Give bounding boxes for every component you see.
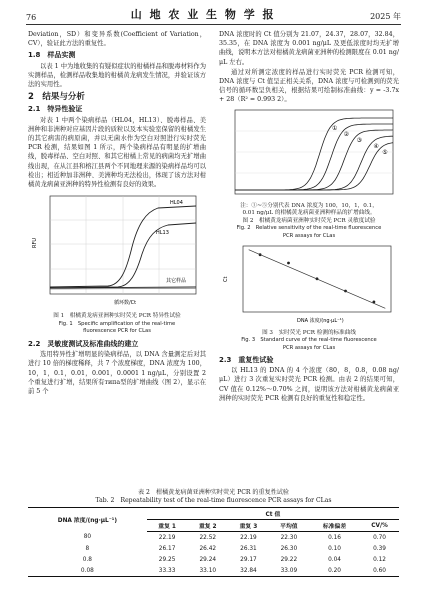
fig1-label-hl04: HL04 <box>170 200 183 207</box>
fig2-label-5: ⑤ <box>382 148 388 156</box>
cell: 0.39 <box>373 545 386 552</box>
fig2-caption-en-2: PCR assays for CLas <box>282 232 336 239</box>
fig1-curve-other <box>50 287 196 288</box>
cell: 33.09 <box>269 565 309 577</box>
col-header-cv: CV/% <box>360 520 399 532</box>
cell: 26.31 <box>240 545 257 552</box>
fig2-note-1: 注：①~⑤分别代表 DNA 浓度为 100，10，1，0.1， <box>240 202 378 209</box>
cell: 29.17 <box>240 556 257 563</box>
fig3-caption-en-2: PCR assays for CLas <box>282 344 336 351</box>
cell: 26.30 <box>280 545 298 552</box>
cell: 22.52 <box>199 534 217 541</box>
cell: 22.30 <box>280 534 298 541</box>
cell: 80 <box>83 534 92 541</box>
cell: 0.16 <box>328 534 341 541</box>
fig2-labels <box>332 125 388 156</box>
figure-2-chart <box>219 108 399 200</box>
fig3-xlabel: DNA 浓度/(ng·μL⁻¹) <box>297 318 344 325</box>
figure-1-caption <box>28 313 206 336</box>
fig1-curve-other-2 <box>50 289 196 290</box>
fig2-label-4: ④ <box>373 142 379 150</box>
continued-paragraph: Deviation，SD）和变异系数(Coefficient of Variation，CV），验证此方法的重复性。 <box>28 31 206 48</box>
cell: 33.33 <box>147 565 188 577</box>
cell: 26.42 <box>199 545 217 552</box>
fig3-points <box>259 254 376 304</box>
fig2-curve-3 <box>235 130 393 190</box>
fig3-ylabel: Ct <box>223 276 229 283</box>
section-heading-2-2: 2.2 灵敏度测试及标准曲线的建立 <box>28 339 139 348</box>
col-header-rep1: 重复 1 <box>147 520 188 532</box>
fig2-label-3: ③ <box>356 136 362 144</box>
header-year: 2025 年 <box>370 12 401 21</box>
col-header-rep3: 重复 3 <box>228 520 269 532</box>
col-header-mean: 平均值 <box>269 520 309 532</box>
cell: 0.60 <box>360 565 399 577</box>
cell: 29.24 <box>199 556 217 563</box>
cell: 0.12 <box>373 556 386 563</box>
col-header-ct: Ct 值 <box>147 508 399 520</box>
cell: 33.10 <box>187 565 228 577</box>
figure-3 <box>219 244 399 352</box>
fig3-caption-en-1: Fig. 3 Standard curve of the real-time fluorescence <box>241 337 377 344</box>
table-row <box>28 565 399 577</box>
fig2-curve-5 <box>235 142 393 189</box>
figure-2 <box>219 108 399 241</box>
cell: 0.20 <box>309 565 360 577</box>
table-2-caption-cn: 表 2 柑橘黄龙病菌亚洲种实时荧光 PCR 的重复性试验 <box>137 489 289 496</box>
cell: 0.8 <box>82 556 92 563</box>
fig1-caption-en-1: Fig. 1 Specific amplification of the real-time <box>58 320 176 327</box>
fig2-curve-1 <box>235 118 393 190</box>
fig2-label-1: ① <box>332 124 338 132</box>
cell: 8 <box>85 545 90 552</box>
fig2-curve-2 <box>235 124 393 190</box>
cell: 26.17 <box>158 545 176 552</box>
fig2-curves <box>235 118 393 190</box>
repeatability-table <box>28 507 399 577</box>
table-row <box>28 532 399 544</box>
figure-2-caption <box>219 203 399 241</box>
section-heading-2-1: 2.1 特异性验证 <box>28 105 83 114</box>
journal-title: 山 地 农 业 生 物 学 报 <box>130 8 276 21</box>
fig2-caption-cn: 图 2 柑橘黄龙病菌亚洲种实时荧光 PCR 灵敏度试验 <box>242 217 376 224</box>
table-row <box>28 543 399 554</box>
fig2-note-2: 0.01 ng/μL 的柑橘黄龙病菌亚洲种样品的扩增曲线。 <box>242 210 376 217</box>
figure-1-chart <box>28 192 206 310</box>
fig2-label-2: ② <box>343 130 349 138</box>
page-header <box>26 6 401 25</box>
cell: 0.08 <box>28 565 147 577</box>
paragraph-2-2: 选用特异性扩增明显的染病样品，以 DNA 含量测定后对其进行 10 倍的梯度稀释，共 7 个浓度梯度，DNA 浓度为 100，10，1，0.1，0.01，0.001，0.0001 1 ng/μL，分别设置 2 个重复进行扩增，结果所有типа型的扩增曲线（图 2），显示在前 5 个 <box>28 351 206 395</box>
figure-3-chart <box>219 244 399 326</box>
paragraph-1-8: 以表 1 中为地收集的有疑似症状的柑橘样品和脱毒材料作为实测样品，检测样品收集地的柑橘黄龙病发生情况，并验证该方法的实用性。 <box>28 62 206 89</box>
fig1-xlabel: 循环数/Ct <box>114 300 137 307</box>
right-column <box>219 30 399 404</box>
cell: 0.10 <box>328 545 341 552</box>
cell: 0.70 <box>373 534 386 541</box>
fig1-caption-en-2: fluorescence PCR for CLas <box>83 328 151 335</box>
cell: 29.25 <box>158 556 176 563</box>
col-header-sd: 标准偏差 <box>309 520 360 532</box>
left-column <box>28 30 206 397</box>
cell: 22.19 <box>240 534 257 541</box>
cell: 29.22 <box>280 556 298 563</box>
section-heading-1-8: 1.8 样品实测 <box>28 51 76 60</box>
figure-3-caption <box>219 330 399 353</box>
fig3-caption-cn: 图 3 实时荧光 PCR 检测的标准曲线 <box>262 329 356 336</box>
paragraph-standard-curve: 通过对所测定浓度的样品进行实时荧光 PCR 检测可知，DNA 浓度与 Ct 值呈正相关关系，DNA 浓度与可检测到的荧光信号的循环数呈负相关，根据结果可绘制标准曲线：y = -3.7x + 28（R² = 0.993 2）。 <box>219 68 399 104</box>
fig1-caption-cn: 图 1 柑橘黄龙病亚洲种实时荧光 PCR 特异性试验 <box>53 313 181 320</box>
col-header-concentration: DNA 浓度/(ng·μL⁻¹) <box>28 508 147 532</box>
col-header-rep2: 重复 2 <box>187 520 228 532</box>
cell: 22.19 <box>158 534 176 541</box>
page-number: 76 <box>26 13 37 22</box>
table-row <box>28 554 399 565</box>
fig3-fit-line <box>249 250 386 309</box>
paragraph-2-1: 对表 1 中两个染病样品（HL04，HL13）、脱毒样品、美洲种和非洲种对应基因片段的质粒以及本实验室保留的柑橘发生的其它病害的病原菌，并以无菌水作为空白对照进行实时荧光 PCR 检测，结果如图 1 所示，两个染病样品有明显的扩增曲线，脱毒样品、空白对照、和其它柑橘上常见的病菌均无扩增曲线出现，在从江县和榕江县两个不同地理来源的染病样品均可以检出；相近种加非洲种、美洲种均无法检出，体现了该方法对柑橘黄龙病菌亚洲种的特异性检测有良好的效果。 <box>28 116 206 189</box>
cell: 32.84 <box>228 565 269 577</box>
fig2-curve-4 <box>235 136 393 190</box>
fig2-caption-en-1: Fig. 2 Relative sensitivity of the real-time fluorescence <box>236 225 382 232</box>
cell: 0.04 <box>328 556 341 563</box>
section-heading-2: 2 结果与分析 <box>28 92 85 103</box>
paragraph-ct-values: DNA 浓度时的 Ct 值分别为 21.07，24.37，28.07，32.84，35.35，在 DNA 浓度为 0.001 ng/μL 及更低浓度时均无扩增曲线，说明本方法对柑橘黄龙病菌亚洲种的检测限度在 0.01 ng/μL 左右。 <box>219 31 399 66</box>
fig1-label-other: 其它样品 <box>166 278 187 285</box>
fig1-label-hl13: HL13 <box>156 230 169 237</box>
table-2-caption-en: Tab. 2 Repeatability test of the real-time fluorescence PCR assays for CLas <box>95 497 332 504</box>
fig3-point-4 <box>287 262 290 265</box>
table-2 <box>28 489 399 577</box>
paragraph-2-3: 以 HL13 的 DNA 的 4 个浓度（80，8，0.8，0.08 ng/μL）进行 3 次重复实时荧光 PCR 检测。由表 2 的结果可知，CV 值在 0.12%～0.70% 之间，说明该方法对柑橘黄龙病菌亚洲种的实时荧光 PCR 检测有良好的重复性和稳定性。 <box>219 367 399 402</box>
section-heading-2-3: 2.3 重复性试验 <box>219 356 274 365</box>
figure-1 <box>28 192 206 336</box>
fig1-ylabel: RFU <box>32 238 38 249</box>
